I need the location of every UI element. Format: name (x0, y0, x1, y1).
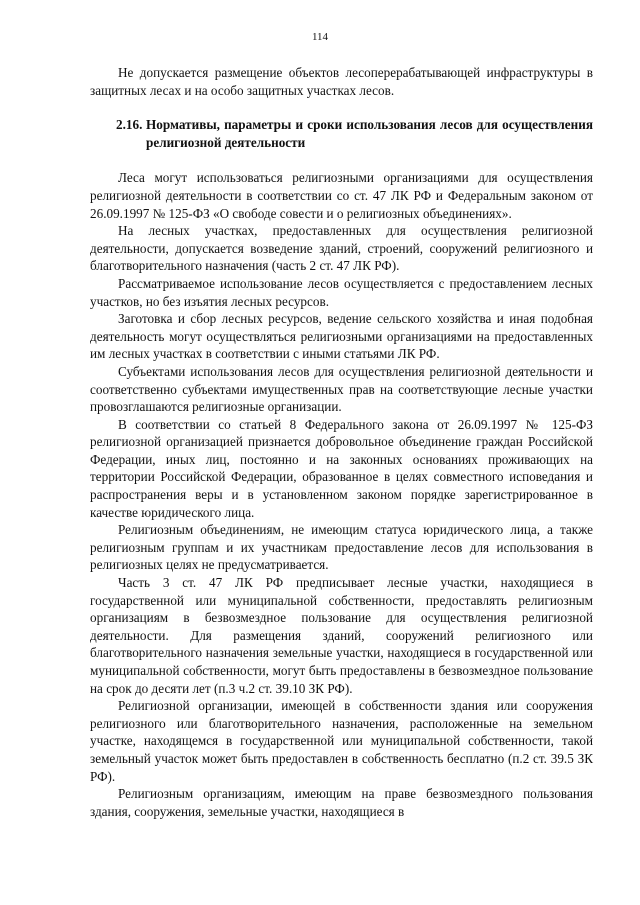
section-title: Нормативы, параметры и сроки использования лесов для осуществления религиозной деятельности (146, 117, 593, 150)
paragraph-10: Религиозным организациям, имеющим на праве безвозмездного пользования здания, сооружения, земельные участки, находящиеся в (90, 786, 593, 819)
page-number: 114 (311, 31, 329, 43)
paragraph-0: Не допускается размещение объектов лесоперерабатывающей инфраструктуры в защитных лесах и на особо защитных участках лесов. (90, 65, 593, 98)
page-body (90, 64, 593, 820)
paragraph-8: Часть 3 ст. 47 ЛК РФ предписывает лесные участки, находящиеся в государственной или муниципальной собственности, предоставлять религиозным организациям в безвозмездное пользование для осуществления религиозной деятельности. Для размещения зданий, сооружений религиозного или благотворительного назначения земельные участки, находящиеся в государственной или муниципальной собственности, могут быть предоставлены в безвозмездное пользование на срок до десяти лет (п.3 ч.2 ст. 39.10 ЗК РФ). (90, 575, 593, 696)
paragraph-1: Леса могут использоваться религиозными организациями для осуществления религиозной деятельности в соответствии со ст. 47 ЛК РФ и Федеральным законом от 26.09.1997 № 125-ФЗ «О свободе совести и о религиозных объединениях». (90, 170, 593, 221)
section-heading (90, 116, 593, 151)
paragraph-4: Заготовка и сбор лесных ресурсов, ведение сельского хозяйства и иная подобная деятельность могут осуществляться религиозными организациями на предоставленных им лесных участках в соответствии с иными статьями ЛК РФ. (90, 311, 593, 362)
paragraph-6: В соответствии со статьей 8 Федерального закона от 26.09.1997 № 125-ФЗ религиозной организацией признается добровольное объединение граждан Российской Федерации, иных лиц, постоянно и на законных основаниях проживающих на территории Российской Федерации, образованное в целях совместного исповедания и распространения веры и в установленном законом порядке зарегистрированное в качестве юридического лица. (90, 416, 593, 520)
paragraph-5: Субъектами использования лесов для осуществления религиозной деятельности и соответственно субъектами имущественных прав на соответствующие лесные участки провозглашаются религиозные организации. (90, 363, 593, 415)
paragraph-2: На лесных участках, предоставленных для осуществления религиозной деятельности, допускается возведение зданий, строений, сооружений религиозного и благотворительного назначения (часть 2 ст. 47 ЛК РФ). (90, 223, 593, 274)
paragraph-3: Рассматриваемое использование лесов осуществляется с предоставлением лесных участков, но без изъятия лесных ресурсов. (90, 275, 593, 309)
section-number: 2.16. (116, 117, 143, 133)
paragraph-9: Религиозной организации, имеющей в собственности здания или сооружения религиозного или благотворительного назначения, расположенные на земельном участке, находящемся в государственной или муниципальной собственности, такой земельный участок может быть предоставлен в собственность бесплатно (п.2 ст. 39.5 ЗК РФ). (90, 698, 593, 784)
paragraph-7: Религиозным объединениям, не имеющим статуса юридического лица, а также религиозным группам и их участникам предоставление лесов для использования в религиозных целях не предусматривается. (90, 522, 593, 573)
